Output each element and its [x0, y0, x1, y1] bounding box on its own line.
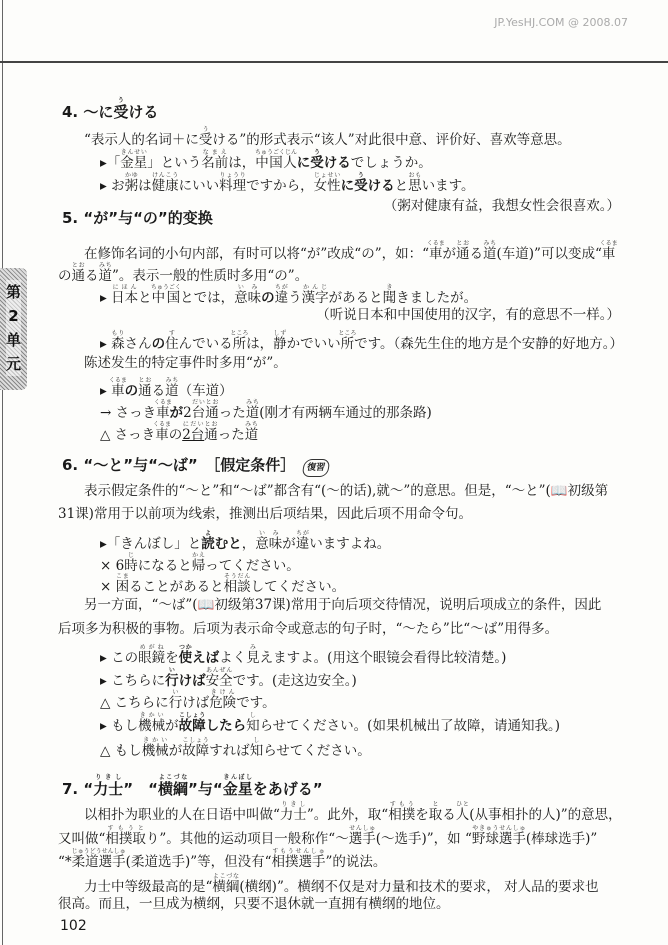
text-segment: を — [165, 650, 179, 666]
furigana: みち — [483, 240, 497, 247]
text-segment: に — [296, 155, 311, 171]
text-segment: は — [138, 178, 152, 194]
text-segment: 4. ～に — [62, 103, 114, 121]
furigana: き — [382, 284, 397, 291]
ruby-text: 名前なまえ — [201, 149, 229, 171]
furigana: にほん — [111, 284, 139, 291]
ruby-text: 意味いみ — [234, 284, 262, 306]
ruby-text: 健康けんこう — [151, 172, 179, 194]
furigana: よこづな — [212, 873, 240, 880]
text-segment: △ こちらに — [100, 695, 169, 711]
paragraph — [58, 506, 472, 522]
translation — [384, 198, 620, 214]
text-segment: り”。其他的运动项目一般称作“～ — [145, 831, 349, 847]
furigana: きんせい — [120, 149, 148, 156]
furigana: こま — [115, 573, 130, 580]
text-segment: けば — [182, 695, 210, 711]
ruby-text: 安全あんぜん — [205, 667, 233, 689]
text-segment: ける — [323, 155, 351, 171]
text-segment: ▸ この — [100, 650, 139, 666]
furigana: ところ — [230, 330, 249, 337]
text-segment: ”与“ — [187, 780, 223, 798]
text-segment: います。 — [421, 178, 475, 194]
furigana: とお — [138, 377, 152, 384]
text-segment: らせてください。(如果机械出了故障，请通知我。) — [259, 718, 560, 734]
section-6-title-text — [62, 456, 295, 474]
ruby-text: 道みち — [165, 377, 179, 399]
furigana: なまえ — [201, 149, 229, 156]
paragraph — [84, 873, 599, 895]
furigana: りきし — [279, 801, 307, 808]
ruby-text: 道みち — [245, 399, 260, 421]
furigana: し — [249, 737, 264, 744]
ruby-text: 通とお — [456, 240, 470, 262]
text-segment: ▸ — [100, 336, 112, 352]
ruby-text: 帰かえ — [191, 552, 206, 574]
text-segment: さん — [124, 336, 152, 352]
furigana: かんじ — [301, 284, 329, 291]
ruby-text: 力士りきし — [93, 774, 124, 798]
page-edge — [2, 0, 3, 945]
ruby-text: 相撲取すもうと — [105, 825, 146, 847]
ruby-text: 相撲すもう — [388, 801, 416, 823]
furigana: う — [198, 126, 213, 133]
text-segment: 7. “ — [62, 780, 94, 798]
furigana: めがね — [138, 644, 166, 651]
ruby-text: 見み — [246, 644, 260, 666]
ruby-text: 住す — [165, 330, 179, 352]
text-segment: になると — [137, 558, 192, 574]
furigana: りきし — [93, 774, 124, 781]
text-segment: が — [282, 536, 296, 552]
furigana: じょせい — [313, 172, 341, 179]
text-segment: → さっき — [100, 405, 157, 421]
ruby-text: 通とお — [204, 421, 218, 443]
ruby-text: 中国ちゅうごく — [150, 284, 181, 306]
text-segment: 在修饰名词的小句内部，有时可以将“が”改成“の”，如：“ — [84, 246, 430, 262]
text-segment: きましたが。 — [396, 290, 478, 306]
ruby-text: 森もり — [111, 330, 125, 352]
furigana: せんしゅ — [348, 825, 376, 832]
furigana: ちゅうごくじん — [255, 149, 298, 156]
page-number: 102 — [60, 918, 87, 934]
ruby-text: 車くるま — [152, 421, 171, 443]
ruby-text: 所ところ — [230, 330, 249, 352]
text-segment: る — [469, 246, 484, 262]
ruby-text: 時じ — [124, 552, 138, 574]
example-sentence — [100, 712, 560, 734]
text-segment: が — [169, 405, 184, 421]
text-segment: 后项多为积极的事物。后项为表示命令或意志的句子时，“～たら”比“～ば”用得多。 — [58, 621, 559, 637]
ruby-text: 人ひと — [455, 801, 470, 823]
paragraph — [58, 621, 558, 637]
text-segment: △ さっき — [100, 427, 156, 443]
ruby-text: 道みち — [483, 240, 497, 262]
ruby-text: 車くるま — [599, 240, 618, 262]
furigana: じゅうどうせんしゅ — [71, 848, 126, 855]
ruby-text: 困こま — [115, 573, 130, 595]
text-segment: 2 — [183, 405, 192, 421]
text-segment: いますよね。 — [309, 536, 391, 552]
ruby-text: 横綱よこづな — [212, 873, 240, 895]
text-segment: (棒球选手)” — [525, 831, 598, 847]
furigana: ちが — [274, 284, 289, 291]
furigana: きかい — [138, 712, 166, 719]
text-segment: の — [168, 427, 183, 443]
furigana: くるま — [426, 240, 445, 247]
section-6-title — [62, 457, 329, 477]
furigana: いみ — [234, 284, 262, 291]
text-segment: んでいる — [178, 336, 233, 352]
ruby-text: 粥かゆ — [124, 172, 139, 194]
furigana: ところ — [338, 330, 357, 337]
furigana: そうだん — [223, 573, 251, 580]
text-segment: る — [442, 807, 456, 823]
text-segment: 又叫做“ — [58, 831, 106, 847]
text-segment: 很高。而且，一旦成为横纲，只要不退休就一直拥有横纲的地位。 — [58, 896, 450, 912]
paragraph — [84, 801, 622, 823]
ruby-text: 野球選手やきゅうせんしゅ — [471, 825, 526, 847]
text-segment: けば — [178, 673, 206, 689]
ruby-text: 危険きけん — [209, 689, 237, 711]
text-segment: したら — [205, 718, 247, 734]
ruby-text: 道みち — [98, 262, 112, 284]
furigana: す — [165, 330, 179, 337]
text-segment: があると — [328, 290, 383, 306]
furigana: よ — [201, 530, 215, 537]
text-segment: × — [100, 579, 116, 595]
text-segment: （听说日本和中国使用的汉字，有的意思不一样。） — [316, 307, 620, 323]
ruby-text: 受う — [310, 149, 324, 171]
text-segment: です。 — [236, 695, 276, 711]
text-segment: かでいい — [286, 336, 341, 352]
paragraph — [84, 240, 618, 262]
furigana: と — [428, 801, 443, 808]
example-sentence — [100, 399, 432, 421]
furigana: う — [113, 97, 129, 104]
furigana: おも — [408, 172, 422, 179]
text-segment: 力士中等级最高的是“ — [84, 879, 213, 895]
translation — [316, 307, 620, 323]
ruby-text: 受う — [354, 172, 368, 194]
text-segment: × 6 — [100, 558, 125, 574]
text-segment: ける — [367, 178, 395, 194]
furigana: かゆ — [124, 172, 139, 179]
unit-label: 第2单元 — [6, 280, 21, 376]
text-segment: 以相扑为职业的人在日语中叫做“ — [84, 807, 280, 823]
text-segment: です。（森先生住的地方是个安静的好地方。） — [354, 336, 623, 352]
ruby-text: 取と — [428, 801, 443, 823]
text-segment: 」という — [147, 155, 202, 171]
furigana: い — [168, 689, 183, 696]
furigana: きんぼし — [222, 774, 253, 781]
text-segment: った — [218, 405, 246, 421]
paragraph — [84, 597, 601, 613]
text-segment: らせてください。 — [263, 743, 371, 759]
text-segment: ける”的形式表示“该人”对此很中意、评价好、喜欢等意思。 — [212, 132, 571, 148]
furigana: しず — [273, 330, 287, 337]
furigana: う — [310, 149, 324, 156]
text-segment: 31课)常用于以前项为线索，推测出后项结果，因此后项不用命令句。 — [58, 506, 472, 522]
furigana: やきゅうせんしゅ — [471, 825, 526, 832]
text-segment: してください。 — [250, 579, 346, 595]
text-segment: でしょうか。 — [350, 155, 432, 171]
ruby-text: 所ところ — [338, 330, 357, 352]
text-segment: ▸ — [100, 290, 112, 306]
furigana: みち — [245, 399, 260, 406]
furigana: みち — [165, 377, 179, 384]
ruby-text: 選手せんしゅ — [348, 825, 376, 847]
text-segment: は， — [228, 155, 256, 171]
ruby-text: 車くるま — [153, 399, 172, 421]
ruby-text: 金星きんぼし — [222, 774, 253, 798]
paragraph — [84, 126, 571, 148]
ruby-text: 力士りきし — [279, 801, 307, 823]
text-segment: ” “ — [123, 780, 158, 798]
text-segment: ▸ お — [100, 178, 125, 194]
text-segment: が — [168, 743, 183, 759]
text-segment: “表示人的名词＋に — [84, 132, 199, 148]
furigana: くるま — [152, 421, 171, 428]
text-segment: と — [138, 290, 152, 306]
furigana: こしょう — [182, 737, 210, 744]
ruby-text: 思おも — [408, 172, 422, 194]
ruby-text: 横綱よこづな — [157, 774, 188, 798]
section-4-title — [62, 97, 158, 120]
text-segment: ける — [128, 103, 159, 121]
text-segment: えますよ。(用这个眼镜会看得比较清楚。) — [259, 650, 507, 666]
ruby-text: 受う — [113, 97, 129, 121]
ruby-text: 行い — [168, 689, 183, 711]
ruby-text: 金星きんせい — [120, 149, 148, 171]
furigana: い — [165, 667, 179, 674]
furigana: いみ — [255, 530, 283, 537]
text-segment: ることがあると — [129, 579, 224, 595]
example-sentence — [100, 737, 371, 759]
text-segment: むと — [214, 536, 242, 552]
text-segment: △ もし — [100, 743, 142, 759]
ruby-text: 通とお — [138, 377, 152, 399]
ruby-text: 故障こしょう — [182, 737, 210, 759]
text-segment: (～选手)”，如 “ — [375, 831, 472, 847]
furigana: すもう — [388, 801, 416, 808]
text-segment: る — [151, 383, 166, 399]
text-segment: (从事相扑的人)”的意思， — [469, 807, 622, 823]
ruby-text: 台だい — [191, 399, 206, 421]
ruby-text: 漢字かんじ — [301, 284, 329, 306]
text-segment: 陈述发生的特定事件时多用“が”。 — [84, 355, 287, 371]
furigana: ちゅうごく — [150, 284, 181, 291]
text-segment: ▸ こちらに — [100, 673, 166, 689]
ruby-text: 聞き — [382, 284, 397, 306]
furigana: だい — [191, 399, 206, 406]
furigana: すもうせんしゅ — [271, 848, 326, 855]
text-segment: 表示假定条件的“～と”和“～ば”都含有“(～的话),就～”的意思。但是，“～と”(📖初级第 — [84, 483, 609, 499]
example-sentence — [100, 644, 506, 666]
ruby-text: 受う — [198, 126, 213, 148]
furigana: もり — [111, 330, 125, 337]
ruby-text: 知し — [249, 737, 264, 759]
text-segment: ”的说法。 — [325, 854, 387, 870]
example-sentence — [100, 530, 390, 552]
example-sentence — [100, 552, 300, 574]
text-segment: は， — [246, 336, 274, 352]
furigana: にだい — [182, 421, 205, 428]
furigana: う — [354, 172, 368, 179]
ruby-text: 日本にほん — [111, 284, 139, 306]
text-segment: に — [340, 178, 355, 194]
furigana: くるま — [153, 399, 172, 406]
ruby-text: 車くるま — [108, 377, 127, 399]
text-segment: ”。表示一般的性质时多用“の”。 — [112, 268, 309, 284]
furigana: みち — [244, 421, 259, 428]
furigana: みち — [98, 262, 112, 269]
paragraph — [58, 848, 386, 870]
text-segment: う — [288, 290, 302, 306]
furigana: りょうり — [219, 172, 247, 179]
text-segment: った — [217, 427, 245, 443]
ruby-text: 行い — [165, 667, 179, 689]
text-segment: の — [58, 268, 72, 284]
text-segment: （粥对健康有益，我想女性会很喜欢。） — [383, 198, 620, 214]
furigana: とお — [456, 240, 470, 247]
example-sentence — [100, 573, 345, 595]
example-sentence — [100, 330, 623, 352]
example-sentence — [100, 667, 357, 689]
text-segment: ってください。 — [205, 558, 300, 574]
text-segment: ▸ もし — [100, 718, 139, 734]
furigana: とお — [71, 262, 85, 269]
text-segment: （车道） — [178, 383, 233, 399]
text-segment: が — [165, 718, 179, 734]
text-segment: 5. “が”与“の”的变换 — [62, 209, 213, 227]
ruby-text: 2台にだい — [182, 421, 205, 443]
ruby-text: 知し — [246, 712, 260, 734]
ruby-text: 使つか — [178, 644, 193, 666]
text-segment: の — [124, 383, 139, 399]
example-sentence — [100, 689, 276, 711]
text-segment: 另一方面，“～ば”(📖初级第37课)常用于向后项交待情况，说明后项成立的条件，因此 — [84, 597, 602, 613]
furigana: し — [246, 712, 260, 719]
text-segment: る — [85, 268, 99, 284]
ruby-text: 機械きかい — [138, 712, 166, 734]
header-rule — [0, 61, 668, 63]
paragraph — [58, 896, 450, 912]
furigana: とお — [204, 421, 218, 428]
text-segment: (柔道选手)”等，但没有“ — [125, 854, 272, 870]
furigana: よこづな — [157, 774, 188, 781]
furigana: くるま — [108, 377, 127, 384]
furigana: けんこう — [151, 172, 179, 179]
ruby-text: 車くるま — [426, 240, 445, 262]
text-segment: ▸「 — [100, 155, 121, 171]
furigana: じ — [124, 552, 138, 559]
text-segment: とでは， — [180, 290, 235, 306]
ruby-text: 相撲選手すもうせんしゅ — [271, 848, 326, 870]
text-segment: “* — [58, 854, 72, 870]
ruby-text: 機械きかい — [141, 737, 169, 759]
ruby-text: 違ちが — [274, 284, 289, 306]
furigana: きけん — [209, 689, 237, 696]
furigana: くるま — [599, 240, 618, 247]
review-badge: 復習 — [302, 459, 331, 477]
example-sentence — [100, 377, 233, 399]
ruby-text: 静しず — [273, 330, 287, 352]
text-segment: ▸ — [100, 383, 112, 399]
text-segment: の — [151, 336, 166, 352]
furigana: ひと — [455, 801, 470, 808]
ruby-text: 柔道選手じゅうどうせんしゅ — [71, 848, 126, 870]
example-sentence — [100, 284, 477, 306]
text-segment: 6. “～と”与“～ば” ［假定条件］ — [62, 456, 296, 474]
furigana: すもうと — [105, 825, 146, 832]
ruby-text: 眼鏡めがね — [138, 644, 166, 666]
ruby-text: 料理りょうり — [219, 172, 247, 194]
furigana: きかい — [141, 737, 169, 744]
example-sentence — [100, 421, 258, 443]
watermark: JP.YesHJ.COM @ 2008.07 — [494, 16, 628, 29]
text-segment: が — [442, 246, 457, 262]
text-segment: よく — [219, 650, 247, 666]
text-segment: の — [261, 290, 275, 306]
furigana: み — [246, 644, 260, 651]
furigana: あんぜん — [205, 667, 233, 674]
text-segment: をあげる” — [252, 780, 323, 798]
unit-side-tab — [0, 268, 27, 390]
furigana: かえ — [191, 552, 206, 559]
example-sentence — [100, 172, 475, 194]
text-segment: を — [415, 807, 429, 823]
furigana: とお — [205, 399, 219, 406]
text-segment: (刚才有两辆车通过的那条路) — [259, 405, 432, 421]
furigana: つか — [178, 644, 193, 651]
paragraph — [58, 262, 308, 284]
ruby-text: 道みち — [244, 421, 259, 443]
ruby-text: 女性じょせい — [313, 172, 341, 194]
section-5-title — [62, 210, 213, 226]
text-segment: と — [394, 178, 409, 194]
ruby-text: 相談そうだん — [223, 573, 251, 595]
ruby-text: 中国人ちゅうごくじん — [255, 149, 298, 171]
furigana: ちが — [295, 530, 310, 537]
text-segment: です。(走这边安全。) — [232, 673, 357, 689]
paragraph — [58, 825, 597, 847]
text-segment: ▸「きんぼし」と — [100, 536, 202, 552]
text-segment: (横纲)”。横纲不仅是对力量和技术的要求， 对人品的要求也 — [239, 879, 599, 895]
section-7-title — [62, 774, 323, 797]
text-segment: ”。此外，取“ — [306, 807, 389, 823]
text-segment: (车道)”可以变成“ — [496, 246, 602, 262]
text-segment: えば — [192, 650, 220, 666]
furigana: こしょう — [178, 712, 206, 719]
ruby-text: 通とお — [71, 262, 85, 284]
ruby-text: 通とお — [205, 399, 219, 421]
paragraph — [84, 483, 608, 499]
paragraph — [84, 355, 287, 371]
ruby-text: 読よ — [201, 530, 215, 552]
text-segment: ですから， — [246, 178, 314, 194]
ruby-text: 違ちが — [295, 530, 310, 552]
ruby-text: 意味いみ — [255, 530, 283, 552]
example-sentence — [100, 149, 432, 171]
ruby-text: 故障こしょう — [178, 712, 206, 734]
text-segment: ， — [241, 536, 256, 552]
text-segment: すれば — [209, 743, 250, 759]
text-segment: にいい — [178, 178, 220, 194]
